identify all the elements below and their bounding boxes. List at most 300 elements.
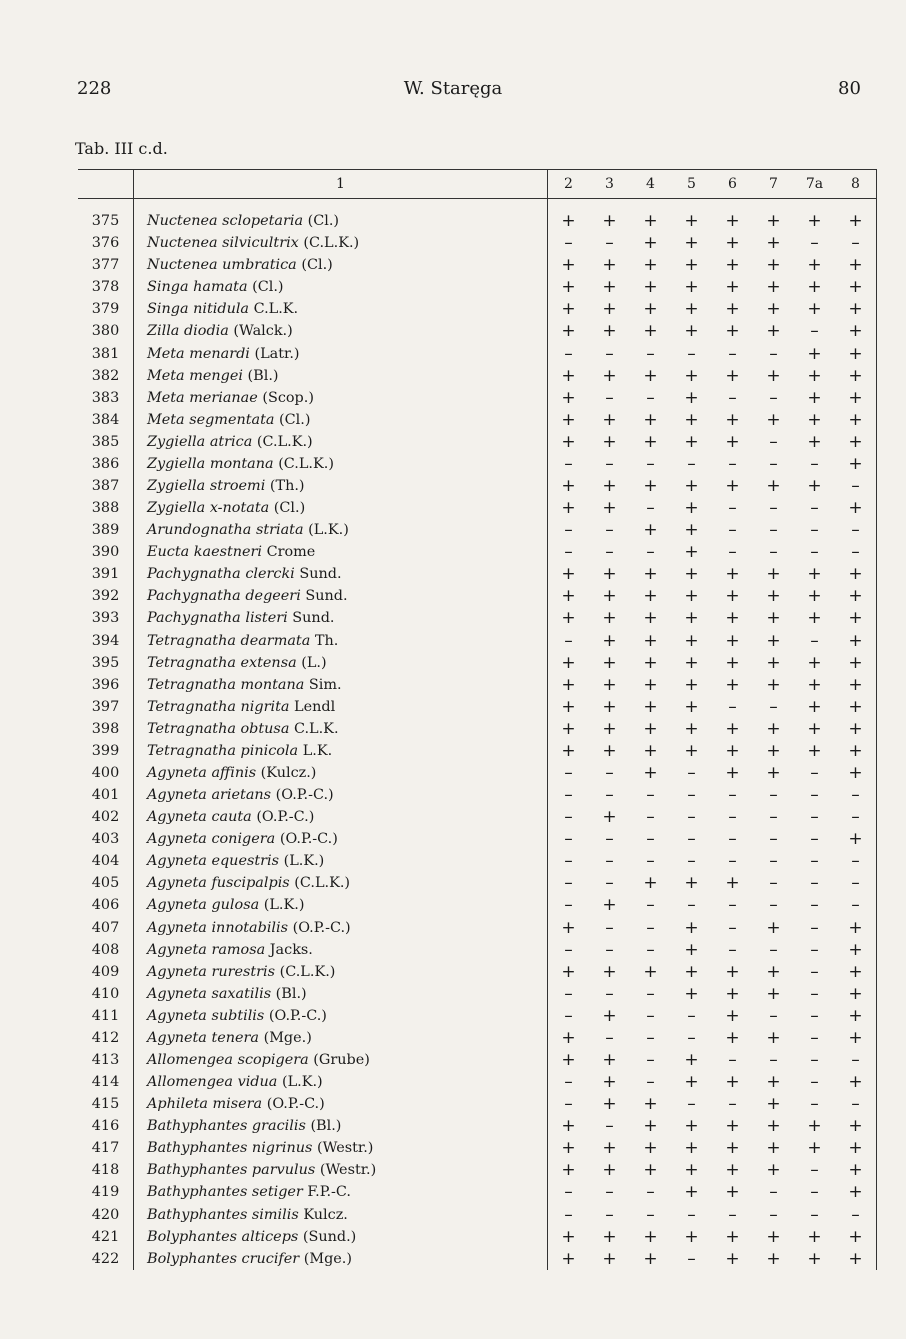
presence-mark: + [725,564,740,585]
presence-mark: + [807,674,822,695]
species-author: (O.P.-C.) [266,1096,325,1113]
presence-mark: + [835,409,877,431]
table-row [78,563,877,585]
presence-mark: – [687,343,696,364]
species-name-cell [134,298,548,320]
presence-mark: + [561,1027,576,1048]
presence-mark: – [810,895,819,916]
presence-mark: – [810,1094,819,1115]
species-name-cell [134,806,548,828]
species-name: Agyneta innotabilis [147,919,289,936]
species-number: 420 [78,1204,134,1226]
presence-mark: – [687,453,696,474]
species-author: (O.P.-C.) [292,919,351,936]
presence-mark: + [835,1226,877,1248]
presence-mark: + [602,674,617,695]
species-author: (O.P.-C.) [275,787,334,804]
species-name: Singa hamata [147,279,248,296]
presence-mark: + [602,718,617,739]
presence-mark: + [684,696,699,717]
presence-mark: + [766,277,781,298]
presence-mark: + [807,696,822,717]
species-number: 381 [78,342,134,364]
presence-mark: – [687,895,696,916]
species-number: 386 [78,453,134,475]
presence-mark: + [684,630,699,651]
table-row [78,365,877,387]
species-author: Sim. [308,676,342,693]
presence-mark: + [725,652,740,673]
species-name-cell [134,917,548,939]
presence-mark: – [646,343,655,364]
presence-mark: + [684,365,699,386]
column-header: 3 [589,170,630,199]
presence-mark: + [602,1072,617,1093]
presence-mark: – [728,807,737,828]
species-author: (Cl.) [307,213,340,230]
species-author: (C.L.K.) [278,455,334,472]
presence-mark: + [643,1094,658,1115]
presence-mark: + [725,1160,740,1181]
presence-mark: + [561,608,576,629]
presence-mark: – [769,939,778,960]
species-name-cell [134,607,548,629]
species-name: Pachygnatha degeeri [147,588,301,605]
presence-mark: + [561,674,576,695]
presence-mark: – [646,917,655,938]
table-row [78,939,877,961]
species-number: 384 [78,409,134,431]
table-row [78,1049,877,1071]
presence-mark: + [602,1005,617,1026]
presence-mark: + [807,1226,822,1247]
presence-mark: – [687,762,696,783]
presence-mark: + [684,674,699,695]
presence-mark: + [725,674,740,695]
species-number: 391 [78,563,134,585]
presence-mark: + [835,674,877,696]
species-number: 394 [78,629,134,651]
presence-mark: + [725,1005,740,1026]
species-name-cell [134,254,548,276]
presence-mark: + [835,563,877,585]
species-name-cell [134,652,548,674]
presence-mark: + [602,255,617,276]
presence-mark: + [561,1138,576,1159]
species-number: 390 [78,541,134,563]
species-name-cell [134,828,548,850]
species-author: (Scop.) [262,389,314,406]
presence-mark: + [807,652,822,673]
presence-mark: – [769,387,778,408]
species-author: (Th.) [269,477,305,494]
presence-mark: + [835,497,877,519]
presence-mark: + [835,320,877,342]
species-author: Sund. [299,566,342,583]
presence-mark: + [766,740,781,761]
presence-mark: + [684,498,699,519]
presence-mark: – [769,829,778,850]
presence-mark: – [564,785,573,806]
species-author: (Westr.) [317,1140,374,1157]
species-name-cell [134,1071,548,1093]
species-name-cell [134,1115,548,1137]
column-header: 2 [548,170,590,199]
presence-mark: + [684,564,699,585]
table-row [78,1181,877,1203]
species-name-cell [134,342,548,364]
species-author: (Westr.) [319,1162,377,1179]
species-name-cell [134,431,548,453]
presence-mark: + [725,1027,740,1048]
presence-mark: – [564,1072,573,1093]
presence-mark: + [835,298,877,320]
presence-mark: + [725,740,740,761]
species-name: Meta merianae [147,389,258,406]
table-header-row [78,170,877,199]
presence-mark: + [835,652,877,674]
table-row [78,475,877,497]
presence-mark: + [643,961,658,982]
species-name-cell [134,232,548,254]
presence-mark: + [725,1248,740,1269]
presence-mark: + [602,1248,617,1269]
presence-mark: + [807,409,822,430]
presence-mark: + [561,564,576,585]
presence-mark: + [725,1116,740,1137]
presence-mark: + [561,365,576,386]
presence-mark: – [810,961,819,982]
presence-mark: – [687,851,696,872]
species-name: Agyneta subtilis [147,1007,265,1024]
species-author: (L.K.) [263,897,305,914]
species-author: Sund. [305,588,348,605]
presence-mark: + [766,586,781,607]
table-row [78,1005,877,1027]
presence-mark: + [602,1138,617,1159]
presence-mark: + [807,608,822,629]
presence-mark: – [728,939,737,960]
presence-mark: – [646,498,655,519]
species-name-cell [134,1181,548,1203]
presence-mark: – [769,785,778,806]
presence-mark: + [561,586,576,607]
presence-mark: + [807,1138,822,1159]
species-number: 417 [78,1137,134,1159]
presence-mark: – [646,1204,655,1225]
presence-mark: + [835,828,877,850]
presence-mark: + [684,277,699,298]
presence-mark: + [561,475,576,496]
presence-mark: + [807,255,822,276]
presence-mark: + [643,586,658,607]
species-number: 400 [78,762,134,784]
presence-mark: + [835,629,877,651]
presence-mark: + [561,498,576,519]
species-name-cell [134,983,548,1005]
table-row [78,718,877,740]
species-author: (Bl.) [275,985,307,1002]
presence-mark: + [766,233,781,254]
presence-mark: + [835,939,877,961]
species-number: 410 [78,983,134,1005]
presence-mark: + [766,1072,781,1093]
presence-mark: – [810,321,819,342]
species-number: 379 [78,298,134,320]
presence-mark: – [564,233,573,254]
presence-mark: – [835,475,877,497]
presence-mark: + [561,961,576,982]
species-name-cell [134,210,548,232]
species-number: 398 [78,718,134,740]
species-author: (Cl.) [273,500,306,517]
species-name: Nuctenea sclopetaria [147,213,304,230]
species-number: 405 [78,872,134,894]
species-name: Agyneta saxatilis [147,985,272,1002]
presence-mark: + [725,608,740,629]
species-name: Zygiella montana [147,455,274,472]
table-row [78,497,877,519]
species-name-cell [134,674,548,696]
presence-mark: – [605,1116,614,1137]
presence-mark: + [602,608,617,629]
species-author: (C.L.K.) [256,433,313,450]
presence-mark: + [602,895,617,916]
species-author: (Mge.) [303,1250,353,1267]
species-table [78,169,877,1270]
species-name-cell [134,365,548,387]
presence-mark: + [766,630,781,651]
species-name: Bathyphantes similis [147,1206,299,1223]
running-title: W. Staręga [403,78,503,99]
species-author: C.L.K. [253,301,299,318]
presence-mark: – [605,939,614,960]
species-author: F.P.-C. [307,1184,351,1201]
presence-mark: + [561,917,576,938]
presence-mark: + [725,718,740,739]
presence-mark: + [684,608,699,629]
presence-mark: + [725,299,740,320]
presence-mark: – [605,542,614,563]
species-author: (Cl.) [252,279,284,296]
presence-mark: – [646,851,655,872]
presence-mark: – [564,1204,573,1225]
table-row [78,320,877,342]
presence-mark: + [766,1226,781,1247]
presence-mark: + [835,365,877,387]
presence-mark: – [687,1005,696,1026]
presence-mark: + [835,917,877,939]
presence-mark: + [766,409,781,430]
presence-mark: + [643,1160,658,1181]
species-name: Pachygnatha clercki [147,566,295,583]
species-number: 377 [78,254,134,276]
presence-mark: + [602,740,617,761]
presence-mark: + [835,387,877,409]
presence-mark: + [835,431,877,453]
presence-mark: + [725,1182,740,1203]
species-number: 388 [78,497,134,519]
presence-mark: – [605,453,614,474]
presence-mark: + [684,586,699,607]
species-name: Nuctenea silvicultrix [147,235,299,252]
presence-mark: – [835,519,877,541]
page-number: 228 [77,78,112,99]
presence-mark: + [766,608,781,629]
presence-mark: + [602,1160,617,1181]
presence-mark: + [766,983,781,1004]
species-number: 385 [78,431,134,453]
presence-mark: – [646,829,655,850]
presence-mark: + [684,1116,699,1137]
species-name: Aphileta misera [147,1096,263,1113]
species-name: Agyneta fuscipalpis [147,875,290,892]
presence-mark: + [602,299,617,320]
species-author: Kulcz. [303,1206,348,1223]
presence-mark: + [643,299,658,320]
species-name: Agyneta ramosa [147,941,266,958]
presence-mark: + [835,1027,877,1049]
species-name: Allomengea scopigera [147,1052,309,1068]
presence-mark: – [646,1182,655,1203]
species-name: Agyneta equestris [147,853,280,870]
presence-mark: – [728,829,737,850]
presence-mark: – [564,873,573,894]
presence-mark: + [766,255,781,276]
table-row [78,1204,877,1226]
presence-mark: + [766,1138,781,1159]
presence-mark: – [769,873,778,894]
presence-mark: + [561,431,576,452]
species-name: Agyneta gulosa [147,897,260,914]
presence-mark: – [564,542,573,563]
presence-mark: – [810,520,819,541]
species-name-cell [134,784,548,806]
species-name: Tetragnatha montana [147,676,305,693]
species-name-cell [134,497,548,519]
presence-mark: + [561,299,576,320]
species-name-cell [134,519,548,541]
species-author: (O.P.-C.) [279,831,338,848]
presence-mark: – [810,542,819,563]
presence-mark: – [769,542,778,563]
presence-mark: + [725,321,740,342]
presence-mark: + [684,718,699,739]
presence-mark: + [602,630,617,651]
presence-mark: + [835,1115,877,1137]
species-number: 382 [78,365,134,387]
species-name: Agyneta rurestris [147,963,276,980]
presence-mark: – [810,1005,819,1026]
presence-mark: + [561,211,576,232]
presence-mark: – [564,453,573,474]
presence-mark: – [646,1027,655,1048]
presence-mark: + [643,431,658,452]
presence-mark: + [643,520,658,541]
species-name: Pachygnatha listeri [147,610,288,627]
presence-mark: + [684,431,699,452]
species-name: Arundognatha striata [147,522,304,539]
species-number: 414 [78,1071,134,1093]
table-row [78,828,877,850]
species-number: 395 [78,652,134,674]
presence-mark: + [835,254,877,276]
presence-mark: + [684,520,699,541]
species-author: (Sund.) [302,1228,357,1245]
presence-mark: + [684,873,699,894]
presence-mark: – [835,850,877,872]
species-name-cell [134,1027,548,1049]
presence-mark: – [646,939,655,960]
presence-mark: – [564,895,573,916]
species-author: C.L.K. [293,720,339,737]
presence-mark: + [684,542,699,563]
presence-mark: – [564,851,573,872]
species-number: 412 [78,1027,134,1049]
presence-mark: + [766,299,781,320]
presence-mark: + [766,211,781,232]
column-header: 4 [630,170,671,199]
column-header: 7 [753,170,794,199]
species-name-cell [134,276,548,298]
presence-mark: – [646,1072,655,1093]
presence-mark: – [769,895,778,916]
presence-mark: – [564,939,573,960]
presence-mark: + [725,365,740,386]
species-number: 409 [78,961,134,983]
species-author: (Bl.) [310,1118,342,1135]
species-name-cell [134,563,548,585]
presence-mark: + [725,961,740,982]
presence-mark: + [643,564,658,585]
species-name: Zygiella atrica [147,433,253,450]
table-row [78,1093,877,1115]
presence-mark: + [725,1072,740,1093]
presence-mark: + [835,762,877,784]
species-name: Zygiella x-notata [147,500,270,517]
species-author: (C.L.K.) [279,963,336,980]
presence-mark: + [561,1226,576,1247]
table-row [78,585,877,607]
presence-mark: + [684,475,699,496]
presence-mark: + [725,475,740,496]
presence-mark: – [687,1027,696,1048]
species-name-cell [134,1226,548,1248]
species-author: (Bl.) [247,367,279,384]
presence-mark: – [728,498,737,519]
presence-mark: + [643,211,658,232]
species-name-cell [134,1204,548,1226]
species-author: (Walck.) [233,323,293,340]
species-name: Eucta kaestneri [147,544,263,561]
species-number: 375 [78,210,134,232]
presence-mark: – [605,873,614,894]
species-name: Nuctenea umbratica [147,257,297,274]
presence-mark: + [684,652,699,673]
species-number: 418 [78,1159,134,1181]
presence-mark: – [564,343,573,364]
species-name: Tetragnatha extensa [147,654,297,671]
table-row [78,961,877,983]
table-row [78,1115,877,1137]
presence-mark: – [835,806,877,828]
presence-mark: – [728,343,737,364]
presence-mark: – [646,387,655,408]
table-body [78,199,877,1270]
presence-mark: + [766,652,781,673]
presence-mark: + [684,939,699,960]
presence-mark: + [835,1137,877,1159]
